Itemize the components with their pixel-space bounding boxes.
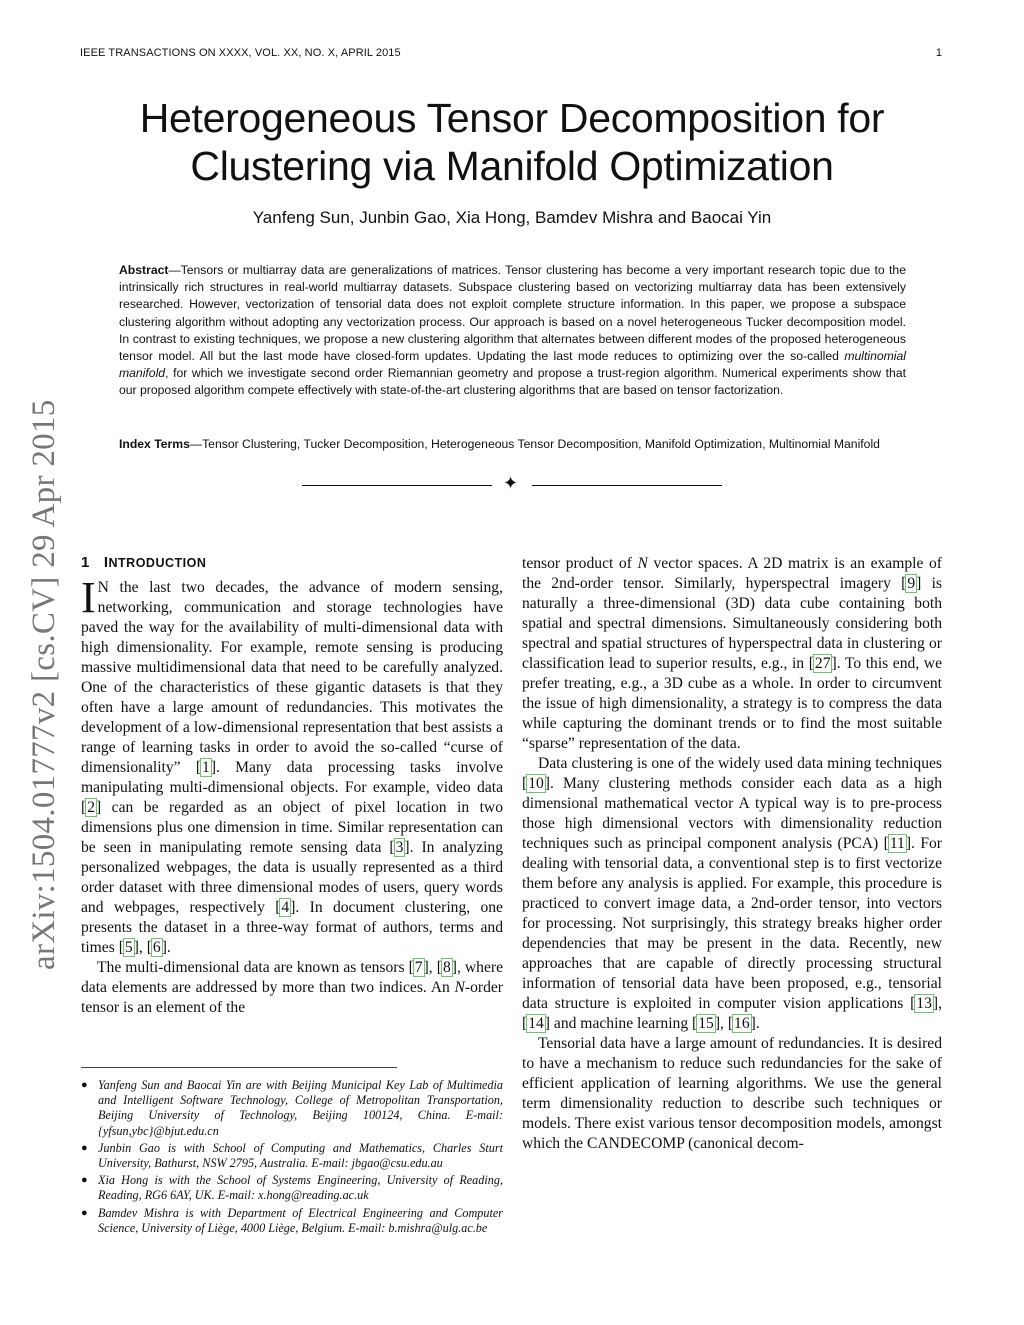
- text: . To this end, we prefer treating, e.g., a 3D cube as a whole. In order to circumvent the issue of high dimensionality, a strategy is to compress the data while capturing the dominant trends or to find the most suitable “sparse” representation of the data.: [522, 655, 942, 752]
- footnote-text: Xia Hong is with the School of Systems Engineering, University of Reading, Reading, RG6 6AY, UK. E-mail: x.hong@reading.ac.uk: [98, 1173, 503, 1203]
- text: and machine learning: [550, 1015, 693, 1032]
- text: ,: [138, 939, 147, 956]
- footnote-text: Yanfeng Sun and Baocai Yin are with Beijing Municipal Key Lab of Multimedia and Intelligent Software Technology, College of Metropolitan Transportation, Beijing University of Technology, Beijing 100124, China. E-mail: {yfsun,ybc}@bjut.edu.cn: [98, 1078, 503, 1138]
- section-separator: [302, 473, 722, 496]
- paragraph: Data clustering is one of the widely used data mining techniques [10]. Many clustering methods consider each data as a high dimensional mathematical vector A typical way is to pre-process those high dimensional vectors with dimensionality reduction techniques such as principal component analysis (PCA) [11]. For dealing with tensorial data, a conventional step is to first vectorize them before any analysis is applied. For example, this procedure is practiced to convert image data, a 2nd-order tensor, into vectors for processing. Not surprisingly, this strategy breaks higher order dependencies that may be present in the data. Recently, new approaches that are capable of directly processing structural information of tensorial data have been proposed, e.g., tensorial data structure is exploited in computer vision applications [13], [14] and machine learning [15], [16].: [522, 755, 942, 1032]
- paragraph: The multi-dimensional data are known as tensors [7], [8], where data elements are addressed by more than two indices. An N-order tensor is an element of the: [81, 959, 503, 1016]
- paper-title: [80, 94, 944, 190]
- bullet-icon: ●: [81, 1141, 88, 1154]
- drop-cap: I: [81, 573, 96, 622]
- footnote-text: Bamdev Mishra is with Department of Electrical Engineering and Computer Science, University of Liège, 4000 Liège, Belgium. E-mail: b.mishra@ulg.ac.be: [98, 1205, 503, 1235]
- citation-link[interactable]: 14: [528, 1015, 544, 1032]
- abstract-label: Abstract: [119, 263, 169, 277]
- paragraph: tensor product of N vector spaces. A 2D matrix is an example of the 2nd-order tensor. Similarly, hyperspectral imagery [9] is naturally a three-dimensional (3D) data cube containing both spatial and spectral dimensions. Simultaneously considering both spectral and spatial structures of hyperspectral data in clustering or classification lead to superior results, e.g., in [27]. To this end, we prefer treating, e.g., a 3D cube as a whole. In order to circumvent the issue of high dimensionality, a strategy is to compress the data while capturing the dominant trends or to find the most suitable “sparse” representation of the data.: [522, 555, 942, 752]
- left-column: [81, 573, 503, 1018]
- text: . For dealing with tensorial data, a conventional step is to first vectorize them before any analysis is applied. For example, this procedure is practiced to convert image data, a 2nd-order tensor, into vectors for processing. Not surprisingly, this strategy breaks higher order dependencies that may be present in the data. Recently, new approaches that are capable of directly processing structural information of tensorial data have been proposed, e.g., tensorial data structure is exploited in computer vision applications: [522, 835, 942, 1012]
- running-header: IEEE TRANSACTIONS ON XXXX, VOL. XX, NO. X, APRIL 2015: [80, 47, 401, 59]
- citation-link[interactable]: 27: [814, 655, 831, 672]
- index-terms-text: —Tensor Clustering, Tucker Decomposition, Heterogeneous Tensor Decomposition, Manifold Optimization, Multinomial Manifold: [189, 437, 880, 451]
- authors: Yanfeng Sun, Junbin Gao, Xia Hong, Bamdev Mishra and Baocai Yin: [252, 208, 772, 227]
- title-line-2: Clustering via Manifold Optimization: [190, 143, 834, 189]
- text: -order tensor is an element of the: [81, 979, 503, 1016]
- footnote-rule: [81, 1067, 397, 1068]
- citation-link[interactable]: 8: [442, 959, 451, 976]
- text: tensor product of: [522, 555, 638, 572]
- text: The multi-dimensional data are known as tensors: [97, 959, 409, 976]
- footnote-item: [81, 1206, 503, 1236]
- footnote-item: [81, 1141, 503, 1171]
- section-heading-introduction: [81, 554, 206, 571]
- separator-line-right: [532, 485, 722, 486]
- text: can be regarded as an object of pixel location in two dimensions plus one dimension in time. Similar representation can be seen in manipulating remote sensing data: [81, 799, 503, 856]
- math-symbol: N: [454, 979, 465, 996]
- citation-link[interactable]: 16: [734, 1015, 750, 1032]
- citation-link[interactable]: 10: [528, 775, 544, 792]
- citation-link[interactable]: 2: [87, 799, 95, 816]
- footnote-item: [81, 1078, 503, 1139]
- citation-link[interactable]: 3: [395, 839, 404, 856]
- citation-link[interactable]: 7: [414, 959, 423, 976]
- separator-star-icon: ✦: [503, 473, 519, 493]
- abstract-emphasis: multinomial manifold: [119, 349, 906, 381]
- section-title-first: I: [103, 554, 109, 571]
- text: . In analyzing personalized webpages, the data is usually represented as a third order dataset with three dimensional modes of users, query words and webpages, respectively: [81, 839, 503, 916]
- text: .: [755, 1015, 760, 1032]
- text: , where data elements are addressed by more than two indices. An: [81, 959, 503, 996]
- citation-link[interactable]: 15: [698, 1015, 714, 1032]
- text: Data clustering is one of the widely used data mining techniques: [538, 755, 942, 772]
- text: N the last two decades, the advance of modern sensing, networking, communication and storage technologies have paved the way for the availability of multi-dimensional data with high dimensionality. For example, remote sensing is producing massive multidimensional data that need to be carefully analyzed. One of the characteristics of these gigantic datasets is that they often have a large amount of redundancies. This motivates the development of a low-dimensional representation that best assists a range of learning tasks in order to avoid the so-called “curse of dimensionality”: [81, 579, 503, 776]
- citation-link[interactable]: 1: [202, 759, 210, 776]
- text: . Many data processing tasks involve manipulating multi-dimensional objects. For example, video data: [81, 759, 503, 796]
- text: is naturally a three-dimensional (3D) data cube containing both spatial and spectral dimensions. Simultaneously considering both spectral and spatial structures of hyperspectral data in clustering or classification lead to superior results, e.g., in: [522, 575, 942, 672]
- text: . Many clustering methods consider each data as a high dimensional mathematical vector A typical way is to pre-process those high dimensional vectors with dimensionality reduction techniques such as principal component analysis (PCA): [522, 775, 942, 852]
- math-symbol: N: [637, 555, 648, 572]
- section-title-rest: NTRODUCTION: [108, 556, 207, 570]
- arxiv-stamp-text: arXiv:1504.01777v2 [cs.CV] 29 Apr 2015: [26, 399, 62, 970]
- index-terms-label: Index Terms: [119, 437, 190, 451]
- title-line-1: Heterogeneous Tensor Decomposition for: [139, 95, 885, 141]
- abstract-text-2: , for which we investigate second order Riemannian geometry and propose a trust-region algorithm. Numerical experiments show that our proposed algorithm compete effectively with state-of-the-art clustering algorithms that are based on tensor factorization.: [119, 366, 906, 398]
- index-terms: [119, 436, 906, 453]
- bullet-icon: ●: [81, 1079, 88, 1091]
- text: ,: [938, 995, 942, 1012]
- arxiv-stamp: [26, 350, 66, 970]
- page-number: 1: [935, 47, 942, 59]
- bullet-icon: ●: [81, 1174, 88, 1187]
- footnote-text: Junbin Gao is with School of Computing and Mathematics, Charles Sturt University, Bathurst, NSW 2795, Australia. E-mail: jbgao@csu.edu.au: [98, 1140, 503, 1171]
- abstract: [119, 262, 906, 400]
- citation-link[interactable]: 9: [907, 575, 916, 592]
- footnotes: [81, 1078, 503, 1238]
- bullet-icon: ●: [81, 1206, 88, 1219]
- text: .: [166, 939, 171, 956]
- section-number: 1: [81, 554, 90, 571]
- separator-line-left: [302, 485, 492, 486]
- citation-link[interactable]: 11: [889, 835, 905, 852]
- abstract-text-1: —Tensors or multiarray data are generalizations of matrices. Tensor clustering has become a very important research topic due to the intrinsically rich structures in real-world multiarray datasets. Subspace clustering based on vectorizing multiarray data has been extensively researched. However, vectorization of tensorial data does not exploit complete structure information. In this paper, we propose a subspace clustering algorithm without adopting any vectorization process. Our approach is based on a novel heterogeneous Tucker decomposition model. In contrast to existing techniques, we propose a new clustering algorithm that alternates between different modes of the proposed heterogeneous tensor model. All but the last mode have closed-form updates. Updating the last mode reduces to optimizing over the so-called: [119, 263, 906, 364]
- footnote-item: [81, 1173, 503, 1203]
- citation-link[interactable]: 5: [124, 939, 133, 956]
- right-column: [522, 554, 942, 1154]
- text: . In document clustering, one presents the dataset in a three-way format of authors, terms and times: [81, 899, 503, 956]
- citation-link[interactable]: 4: [281, 899, 290, 916]
- text: ,: [428, 959, 433, 976]
- citation-link[interactable]: 6: [152, 939, 161, 956]
- text: vector spaces. A 2D matrix is an example of the 2nd-order tensor. Similarly, hyperspectral imagery: [522, 555, 942, 592]
- text: ,: [720, 1015, 728, 1032]
- citation-link[interactable]: 13: [916, 995, 932, 1012]
- paragraph: Tensorial data have a large amount of redundancies. It is desired to have a mechanism to reduce such redundancies for the sake of efficient application of learning algorithms. We use the general term dimensionality reduction to describe such techniques or models. There exist various tensor decomposition models, amongst which the CANDECOMP (canonical decom-: [522, 1035, 942, 1152]
- paragraph: I N the last two decades, the advance of modern sensing, networking, communication and storage technologies have paved the way for the availability of multi-dimensional data with high dimensionality. For example, remote sensing is producing massive multidimensional data that need to be carefully analyzed. One of the characteristics of these gigantic datasets is that they often have a large amount of redundancies. This motivates the development of a low-dimensional representation that best assists a range of learning tasks in order to avoid the so-called “curse of dimensionality” [1]. Many data processing tasks involve manipulating multi-dimensional objects. For example, video data [2] can be regarded as an object of pixel location in two dimensions plus one dimension in time. Similar representation can be seen in manipulating remote sensing data [3]. In analyzing personalized webpages, the data is usually represented as a third order dataset with three dimensional modes of users, query words and webpages, respectively [4]. In document clustering, one presents the dataset in a three-way format of authors, terms and times [5], [6].: [81, 573, 503, 956]
